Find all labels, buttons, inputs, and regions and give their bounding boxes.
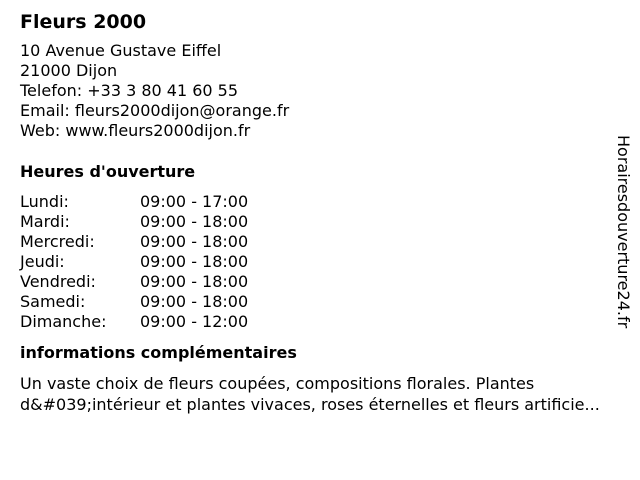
hours-day: Lundi:: [20, 192, 69, 211]
web-line: Web: www.fleurs2000dijon.fr: [20, 121, 251, 140]
hours-time: 09:00 - 12:00: [140, 312, 249, 331]
phone-line: Telefon: +33 3 80 41 60 55: [20, 81, 239, 100]
address-line-1: 10 Avenue Gustave Eiffel: [20, 41, 222, 60]
hours-day: Dimanche:: [20, 312, 107, 331]
hours-row: [20, 292, 610, 312]
hours-time: 09:00 - 18:00: [140, 232, 249, 251]
watermark-text: Horairesdouverture24.fr: [614, 135, 633, 329]
business-name: Fleurs 2000: [20, 11, 147, 33]
hours-row: [20, 232, 610, 252]
hours-day: Vendredi:: [20, 272, 96, 291]
hours-day: Samedi:: [20, 292, 86, 311]
hours-day: Mercredi:: [20, 232, 95, 251]
hours-time: 09:00 - 18:00: [140, 292, 249, 311]
hours-row: [20, 252, 610, 272]
opening-hours-table: [20, 192, 610, 332]
hours-time: 09:00 - 18:00: [140, 212, 249, 231]
business-card: [20, 8, 610, 415]
hours-row: [20, 272, 610, 292]
hours-time: 09:00 - 18:00: [140, 272, 249, 291]
hours-day: Jeudi:: [20, 252, 65, 271]
address-line-2: 21000 Dijon: [20, 61, 118, 80]
hours-row: [20, 192, 610, 212]
email-line: Email: fleurs2000dijon@orange.fr: [20, 101, 290, 120]
hours-row: [20, 212, 610, 232]
hours-row: [20, 312, 610, 332]
additional-info-text: Un vaste choix de fleurs coupées, compositions florales. Plantes d&#039;intérieur et plantes vivaces, roses éternelles et fleurs artificie...: [20, 374, 600, 414]
hours-day: Mardi:: [20, 212, 70, 231]
hours-time: 09:00 - 18:00: [140, 252, 249, 271]
opening-hours-title: Heures d'ouverture: [20, 162, 196, 181]
additional-info-title: informations complémentaires: [20, 343, 297, 362]
hours-time: 09:00 - 17:00: [140, 192, 249, 211]
